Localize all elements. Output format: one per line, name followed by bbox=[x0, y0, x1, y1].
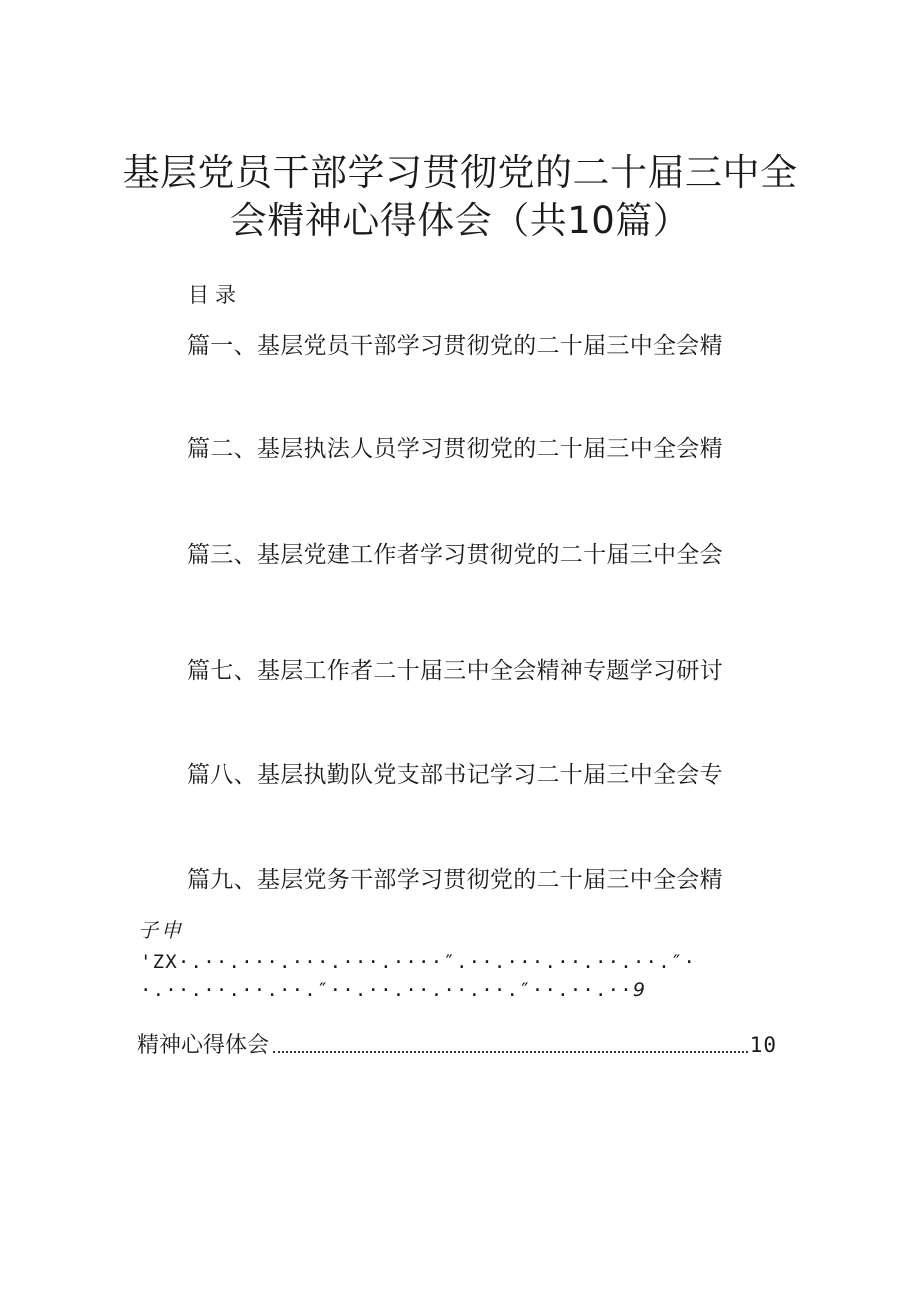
toc-item: 篇九、基层党务干部学习贯彻党的二十届三中全会精 bbox=[187, 867, 723, 893]
toc-item: 篇一、基层党员干部学习贯彻党的二十届三中全会精 bbox=[187, 333, 723, 359]
document-title-line-1: 基层党员干部学习贯彻党的二十届三中全 bbox=[122, 151, 798, 194]
document-title-line-2: 会精神心得体会（共10篇） bbox=[229, 199, 691, 242]
toc-item: 篇三、基层党建工作者学习贯彻党的二十届三中全会 bbox=[187, 542, 723, 568]
toc-page-number: 9 bbox=[632, 979, 647, 1001]
toc-entry-label: 精神心得体会 bbox=[137, 1033, 270, 1058]
dot-leader bbox=[273, 1050, 748, 1053]
toc-item: 篇八、基层执勤队党支部书记学习二十届三中全会专 bbox=[187, 762, 723, 788]
garbled-dotted-leader: ·.··.··.··.··.″··.··.··.··.··.″··.··.·· bbox=[140, 979, 633, 1001]
toc-heading: 目录 bbox=[188, 283, 242, 307]
toc-entry bbox=[137, 1028, 777, 1060]
toc-item: 篇七、基层工作者二十届三中全会精神专题学习研讨 bbox=[187, 658, 723, 684]
toc-item: 篇二、基层执法人员学习贯彻党的二十届三中全会精 bbox=[187, 436, 723, 462]
garbled-dotted-line: 'ZX·.··.···.···.···.····″.··.···.··.··.··.″· bbox=[140, 951, 697, 973]
garbled-dotted-line-with-page bbox=[140, 978, 646, 1002]
garbled-text-line: 子申 bbox=[138, 918, 184, 942]
toc-page-number: 10 bbox=[749, 1033, 777, 1057]
